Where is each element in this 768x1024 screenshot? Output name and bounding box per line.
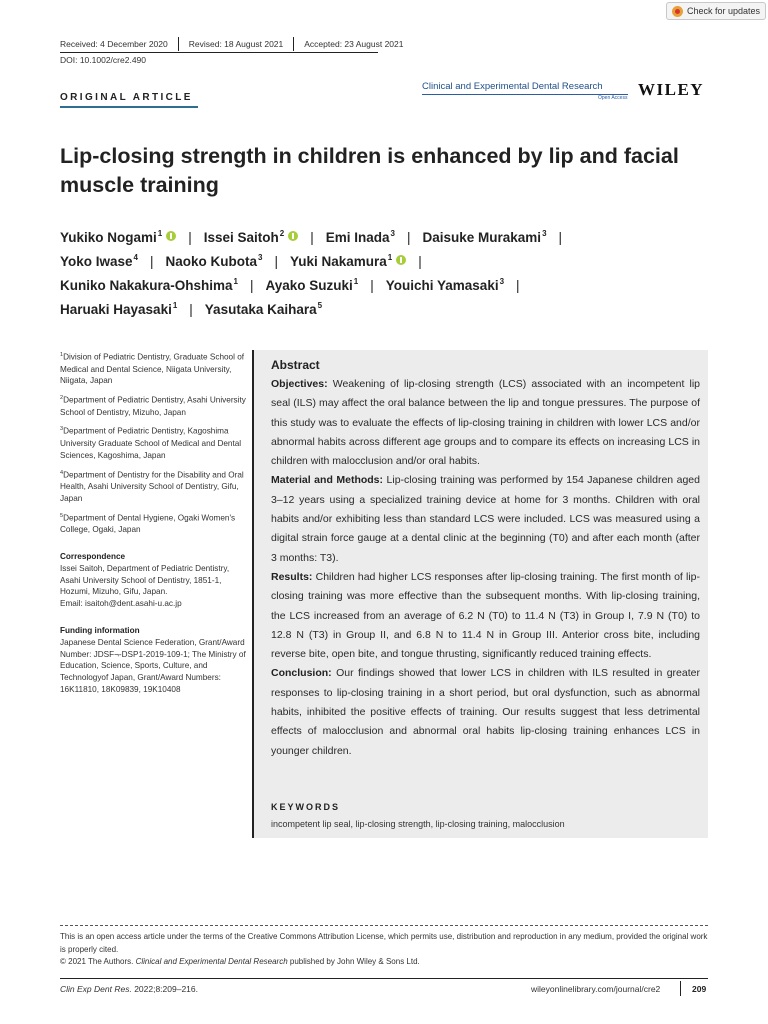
author[interactable] — [386, 278, 504, 293]
correspondence-heading: Correspondence — [60, 552, 126, 562]
author-name: Naoko Kubota — [165, 253, 258, 269]
article-title: Lip-closing strength in children is enhanced by lip and facial muscle training — [60, 144, 679, 197]
funding-heading: Funding information — [60, 626, 140, 636]
author-affiliation-sup: 4 — [133, 252, 138, 262]
orcid-icon[interactable] — [288, 231, 298, 241]
affiliations-column — [60, 350, 250, 702]
author-separator: | — [370, 277, 374, 293]
author-line — [60, 297, 720, 321]
author-affiliation-sup: 3 — [390, 228, 395, 238]
author-affiliation-sup: 1 — [233, 276, 238, 286]
orcid-icon[interactable] — [396, 255, 406, 265]
article-type-rule — [60, 106, 198, 108]
copyright-prefix: © 2021 The Authors. — [60, 957, 134, 966]
affiliation-sup: 2 — [60, 395, 64, 402]
article-dates — [60, 37, 404, 51]
author[interactable] — [204, 230, 298, 245]
publisher-logo[interactable]: WILEY — [638, 80, 705, 99]
author[interactable] — [423, 230, 547, 245]
author-line — [60, 225, 720, 249]
abstract-left-rule — [252, 350, 254, 838]
affiliation — [60, 424, 250, 461]
orcid-icon[interactable] — [166, 231, 176, 241]
author-affiliation-sup: 1 — [172, 300, 178, 310]
author-name: Kuniko Nakakura-Ohshima — [60, 277, 233, 293]
abstract-objectives — [271, 375, 700, 471]
author-affiliation-sup: 1 — [157, 228, 163, 238]
open-access-label: Open Access — [598, 95, 628, 101]
journal-website-link[interactable]: wileyonlinelibrary.com/journal/cre2 — [531, 984, 661, 994]
author-name: Ayako Suzuki — [265, 277, 353, 293]
author[interactable] — [166, 254, 263, 269]
author[interactable] — [60, 278, 238, 293]
date-separator — [293, 37, 294, 51]
footer-rule — [60, 978, 708, 979]
doi[interactable]: DOI: 10.1002/cre2.490 — [60, 55, 147, 65]
affiliation-sup: 3 — [60, 426, 64, 433]
author-list — [60, 225, 720, 321]
author-separator: | — [250, 277, 254, 293]
affiliation — [60, 468, 250, 505]
affiliation-text: Division of Pediatric Dentistry, Graduate School of Medical and Dental Science, Niigata University, Niigata, Japan — [60, 352, 245, 386]
author[interactable] — [290, 254, 406, 269]
affiliation-text: Department of Dental Hygiene, Ogaki Women's College, Ogaki, Japan — [60, 513, 236, 535]
author-name: Daisuke Murakami — [422, 229, 542, 245]
conclusion-text: Our findings showed that lower LCS in children with ILS resulted in greater responses to lip-closing training in a short period, but oral dysfunction, such as abnormal habits, inhibited the positive effects of training. Our results suggest that less detrimental effects of malocclusion and abnormal oral habits lip-closing training enhances LCS in younger children. — [271, 667, 700, 757]
author-affiliation-sup: 3 — [258, 252, 263, 262]
author-affiliation-sup: 2 — [279, 228, 285, 238]
author-separator: | — [558, 229, 563, 245]
abstract-heading: Abstract — [271, 358, 320, 372]
affiliation-sup: 4 — [60, 469, 64, 476]
author-affiliation-sup: 3 — [499, 276, 505, 286]
author-name: Yuki Nakamura — [289, 253, 387, 269]
spacer — [60, 542, 250, 551]
author-line — [60, 249, 720, 273]
author-name: Emi Inada — [325, 229, 390, 245]
keywords-heading: KEYWORDS — [271, 802, 341, 812]
page-number-separator — [680, 981, 681, 996]
affiliation-text: Department of Pediatric Dentistry, Kagoshima University Graduate School of Medical and Dental Sciences, Kagoshima, Japan — [60, 427, 242, 460]
author-separator: | — [188, 229, 192, 245]
methods-text: Lip-closing training was performed by 154 Japanese children aged 3–12 years using a specialized training device at home for 3 months. Children with oral habits and/or exhibiting less than standard LCS were included. LCS was measured using a digital strain force gauge at a dental clinic at the beginning (T0) and after each month (after 3 months: T3). — [271, 474, 700, 564]
author-affiliation-sup: 3 — [542, 228, 547, 238]
author-name: Yasutaka Kaihara — [204, 301, 317, 317]
copyright-suffix: published by John Wiley & Sons Ltd. — [289, 957, 420, 966]
affiliation — [60, 350, 250, 387]
author[interactable] — [266, 278, 359, 293]
results-text: Children had higher LCS responses after lip-closing training. The first month of lip-closing training was more effective than the subsequent months. With lip-closing training, the LCS increased from an average of 6.2 N (T0) to 11.4 N (T3) in Group I, 7.9 N (T0) to 12.8 N (T3) in Group II, and 6.8 N to 11.4 N in Group III. Anterior cross bite, including reverse bite, open bite, and tongue thrusting, significantly reduced training effects. — [271, 570, 701, 661]
check-for-updates-label: Check for updates — [687, 6, 761, 16]
author-affiliation-sup: 1 — [387, 252, 393, 262]
abstract-results — [271, 568, 700, 664]
author-name: Yoko Iwase — [60, 253, 133, 269]
author-name: Haruaki Hayasaki — [60, 301, 172, 317]
abstract — [271, 356, 700, 761]
author[interactable] — [326, 230, 395, 245]
author-name: Issei Saitoh — [203, 229, 279, 245]
author-name: Youichi Yamasaki — [385, 277, 499, 293]
author-name: Yukiko Nogami — [60, 229, 157, 245]
author-separator: | — [418, 253, 422, 269]
conclusion-label: Conclusion: — [271, 667, 332, 680]
author-affiliation-sup: 1 — [353, 276, 359, 286]
affiliation — [60, 393, 250, 418]
author-line — [60, 273, 720, 297]
citation-volume: 2022;8:209–216. — [134, 984, 198, 994]
citation-journal: Clin Exp Dent Res. — [60, 984, 132, 994]
author[interactable] — [60, 254, 138, 269]
affiliation-text: Department of Pediatric Dentistry, Asahi University School of Dentistry, Mizuho, Japan — [60, 395, 246, 417]
journal-name[interactable]: Clinical and Experimental Dental Research — [422, 81, 603, 92]
revised-date: Revised: 18 August 2021 — [188, 39, 284, 49]
correspondence-text — [60, 563, 250, 610]
page-number: 209 — [692, 984, 707, 994]
author[interactable] — [60, 230, 176, 245]
methods-label: Material and Methods: — [271, 474, 384, 487]
abstract-conclusion — [271, 664, 700, 760]
affiliation-sup: 1 — [60, 352, 64, 358]
spacer — [60, 616, 250, 625]
objectives-label: Objectives: — [271, 378, 328, 390]
correspondence-address: Issei Saitoh, Department of Pediatric Dentistry, Asahi University School of Dentistry, 1851-1, Hozumi, Mizuho, Gifu, Japan. — [60, 563, 230, 597]
affiliation — [60, 511, 250, 536]
accepted-date: Accepted: 23 August 2021 — [304, 39, 404, 49]
affiliation-text: Department of Dentistry for the Disability and Oral Health, Asahi University School of Dentistry, Gifu, Japan — [60, 470, 244, 503]
article-type-label: ORIGINAL ARTICLE — [60, 92, 193, 103]
footer-dashed-rule — [60, 925, 708, 926]
objectives-text: Weakening of lip-closing strength (LCS) associated with an incompetent lip seal (ILS) may affect the oral balance between the lip and tongue pressures. The purpose of this study was to evaluate the effects of lip-closing training in children with lower LCS and/or abnormal habits across different age groups and to compare its effects on increasing LCS in children with malocclusion and/or oral habits. — [271, 378, 701, 468]
author-affiliation-sup: 5 — [317, 300, 323, 310]
author-separator: | — [516, 277, 520, 293]
crossmark-icon — [672, 6, 683, 17]
author[interactable] — [60, 302, 177, 317]
author-separator: | — [149, 253, 154, 269]
author[interactable] — [205, 302, 322, 317]
received-date: Received: 4 December 2020 — [60, 39, 168, 49]
license-text: This is an open access article under the terms of the Creative Commons Attribution License, which permits use, distribution and reproduction in any medium, provided the original work is properly cited. — [60, 932, 708, 954]
abstract-methods — [271, 471, 700, 567]
date-separator — [178, 37, 179, 51]
funding-text: Japanese Dental Science Federation, Grant/Award Number: JDSF¬-DSP1-2019-109-1; The Ministry of Education, Science, Sports, Culture, and Technologyof Japan, Grant/Award Numbers: 16K11810, 18K09839, 19K10408 — [60, 637, 246, 694]
author-separator: | — [310, 229, 314, 245]
author-separator: | — [274, 253, 278, 269]
keywords-text: incompetent lip seal, lip-closing strength, lip-closing training, malocclusion — [271, 819, 565, 829]
license-notice — [60, 931, 710, 969]
results-label: Results: — [271, 570, 313, 583]
author-separator: | — [189, 301, 193, 317]
citation — [60, 984, 198, 994]
author-separator: | — [406, 229, 411, 245]
header-rule — [60, 52, 378, 53]
check-for-updates-button[interactable] — [666, 2, 766, 20]
copyright-journal: Clinical and Experimental Dental Research — [135, 957, 288, 966]
copyright-line — [60, 956, 710, 969]
correspondence-email[interactable]: Email: isaitoh@dent.asahi-u.ac.jp — [60, 599, 182, 609]
affiliation-sup: 5 — [60, 512, 64, 519]
